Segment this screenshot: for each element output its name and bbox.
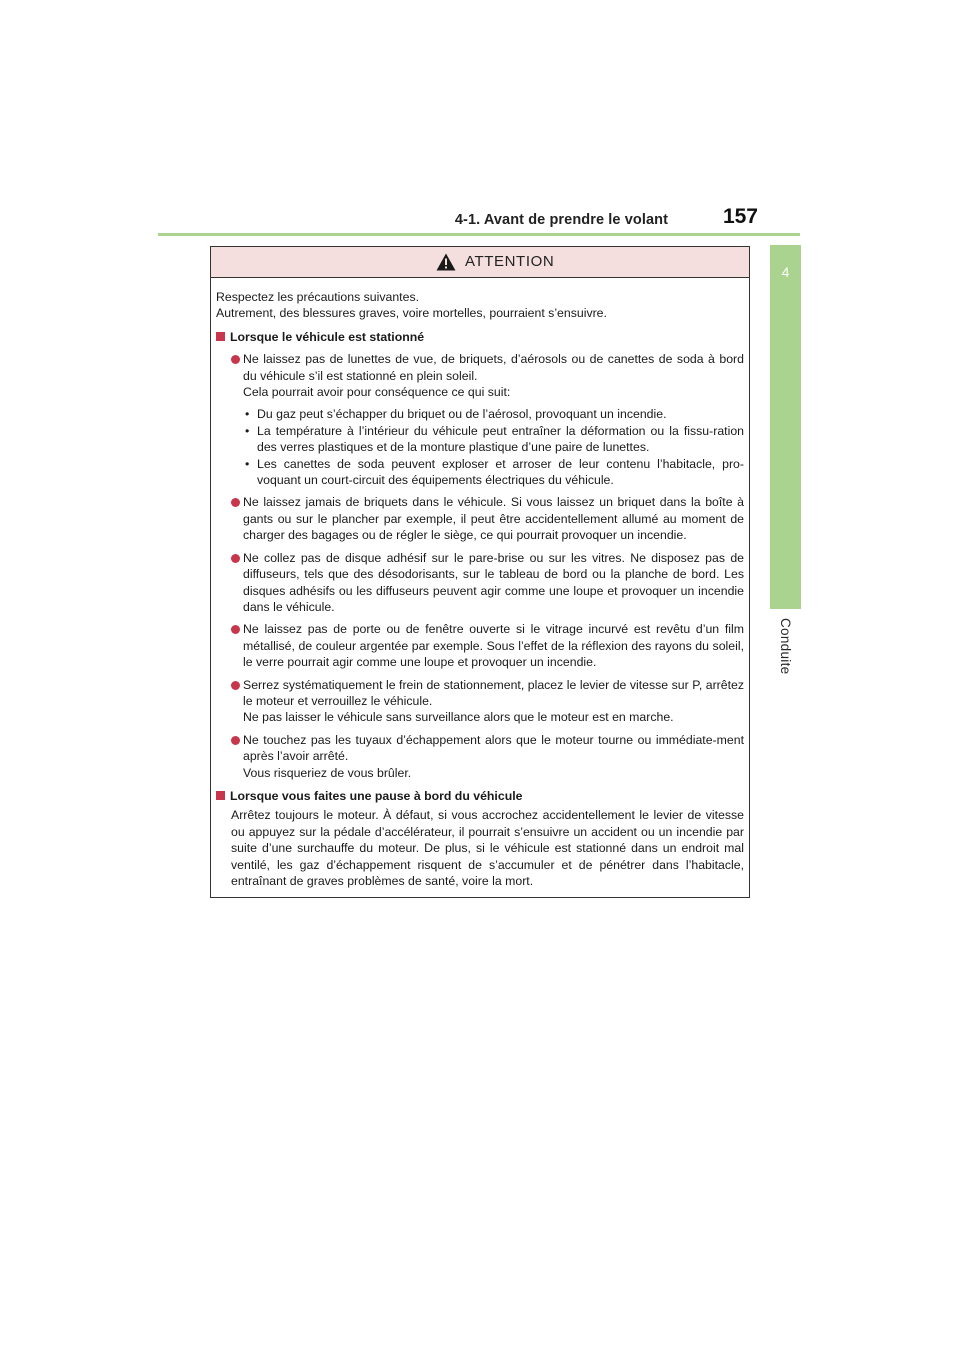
sub-list-item: • Les canettes de soda peuvent exploser et arroser de leur contenu l’habitacle, pro-voquant un court-circuit des équipements électriques du véhicule. xyxy=(245,456,744,488)
circle-bullet-icon xyxy=(231,498,240,507)
circle-bullet-icon xyxy=(231,736,240,745)
warning-icon xyxy=(436,253,456,271)
warning-box xyxy=(210,246,750,898)
list-item: Ne collez pas de disque adhésif sur le pare-brise ou sur les vitres. Ne disposez pas de diffuseurs, tels que des désodorisants, sur le tableau de bord ou la planche de bord. Les disques adhésifs ou les diffuseurs peuvent agir comme une loupe et provoquer un incendie dans le véhicule. xyxy=(216,550,744,616)
list-item: Ne laissez pas de lunettes de vue, de briquets, d’aérosols ou de canettes de soda à bord du véhicule s’il est stationné en plein soleil. Cela pourrait avoir pour conséquence ce qui suit: xyxy=(216,351,744,400)
header-bar xyxy=(158,203,800,233)
square-bullet-icon xyxy=(216,332,225,341)
chapter-label: Conduite xyxy=(778,618,793,675)
dot-bullet-icon: • xyxy=(245,456,250,471)
section-paragraph: Arrêtez toujours le moteur. À défaut, si vous accrochez accidentellement le levier de vitesse ou appuyez sur la pédale d’accélérateur, il pourrait s’ensuivre un accident ou un incendie par suite d’une surchauffe du moteur. De plus, si le véhicule est stationné dans un endroit mal ventilé, les gaz d’échappement risquent de s’accumuler et de pénétrer dans l’habitacle, entraînant de graves problèmes de santé, voire la mort. xyxy=(231,808,744,888)
warning-header xyxy=(211,247,749,278)
intro-line: Respectez les précautions suivantes. xyxy=(216,290,420,304)
sub-list-item: • Du gaz peut s’échapper du briquet ou de l’aérosol, provoquant un incendie. xyxy=(245,407,667,422)
warning-title: ATTENTION xyxy=(465,253,555,270)
chapter-number: 4 xyxy=(781,264,790,280)
warning-content xyxy=(216,289,744,889)
header-divider xyxy=(158,233,800,236)
list-item: Ne laissez jamais de briquets dans le véhicule. Si vous laissez un briquet dans la boîte à gants ou sur le plancher par exemple, il peut être accidentellement allumé au moment de charger des bagages ou de régler le siège, ce qui pourrait provoquer un incendie. xyxy=(216,494,744,543)
dot-bullet-icon: • xyxy=(245,407,250,422)
circle-bullet-icon xyxy=(231,355,240,364)
section-heading: Lorsque vous faites une pause à bord du véhicule xyxy=(216,788,744,804)
intro-line: Autrement, des blessures graves, voire mortelles, pourraient s’ensuivre. xyxy=(216,306,607,321)
list-item: Serrez systématiquement le frein de stationnement, placez le levier de vitesse sur P, arrêtez le moteur et verrouillez le véhicule. Ne pas laisser le véhicule sans surveillance alors que le moteur est en marche. xyxy=(216,677,744,726)
circle-bullet-icon xyxy=(231,681,240,690)
section-title: 4-1. Avant de prendre le volant xyxy=(454,212,668,228)
list-item: Ne laissez pas de porte ou de fenêtre ouverte si le vitrage incurvé est revêtu d’un film métallisé, de couleur argentée par exemple. Sous l’effet de la réflexion des rayons du soleil, le verre pourrait agir comme une loupe et provoquer un incendie. xyxy=(216,621,744,670)
chapter-tab xyxy=(770,245,801,609)
circle-bullet-icon xyxy=(231,554,240,563)
sub-list-item: • La température à l’intérieur du véhicule peut entraîner la déformation ou la fissu-ration des verres plastiques et de la monture plastique d’une paire de lunettes. xyxy=(245,423,744,455)
section-heading: Lorsque le véhicule est stationné xyxy=(216,329,744,345)
square-bullet-icon xyxy=(216,791,225,800)
circle-bullet-icon xyxy=(231,625,240,634)
page-number: 157 xyxy=(722,205,758,228)
list-item: Ne touchez pas les tuyaux d’échappement alors que le moteur tourne ou immédiate-ment après l’avoir arrêté. Vous risqueriez de vous brûler. xyxy=(216,732,744,781)
dot-bullet-icon: • xyxy=(245,423,250,438)
